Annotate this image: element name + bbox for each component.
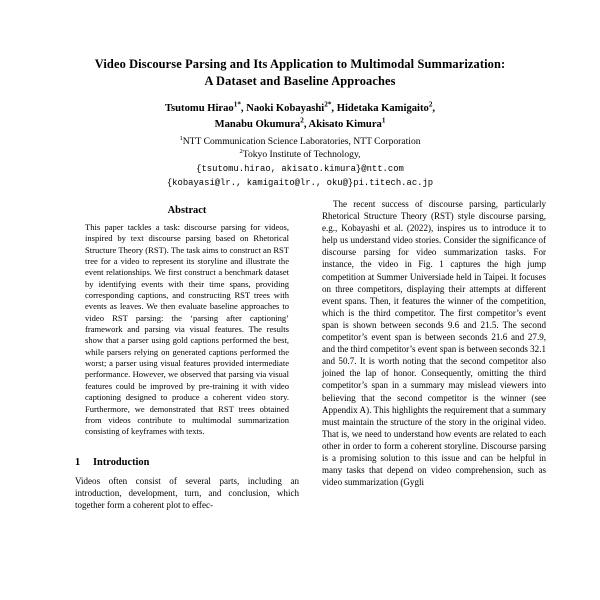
email-list xyxy=(62,163,538,190)
section-title: Introduction xyxy=(93,456,150,468)
author-list xyxy=(62,101,538,132)
abstract-body: This paper tackles a task: discourse parsing for videos, inspired by text discourse parsing based on Rhetorical Structure Theory (RST). The task aims to construct an RST tree for a video to represent its storyline and illustrate the event relationships. We first construct a benchmark dataset by identifying events with their time spans, providing corresponding captions, and constructing RST trees with events as leaves. We then evaluate baseline approaches to video RST parsing: the ‘parsing after captioning’ framework and parsing via visual features. The results show that a parser using gold captions performed the best, while parsers relying on generated captions performed the worst; a parser using visual features provided intermediate performance. However, we observed that parsing via visual features could be improved by pre-training it with video captioning designed to produce a coherent video story. Furthermore, we demonstrated that RST trees obtained from videos contribute to multimodal summarization consisting of keyframes with texts. xyxy=(85,222,289,437)
section-number: 1 xyxy=(75,456,81,468)
affiliation-mark: 1 xyxy=(179,134,183,142)
section-heading-introduction xyxy=(75,457,299,468)
author-affiliation-mark: 1* xyxy=(233,100,241,109)
author-affiliation-mark: 2 xyxy=(300,115,304,124)
affiliation-list xyxy=(62,135,538,161)
left-column xyxy=(75,198,299,600)
page-title xyxy=(62,56,538,90)
author-line-2: Manabu Okumura$^2$, Akisato Kimura$^1$ xyxy=(214,115,386,130)
right-column-paragraph: The recent success of discourse parsing, particularly Rhetorical Structure Theory (RST) style discourse parsing, e.g., Kobayashi et al. (2022), inspires us to introduce it to help us understand video stories. Consider the significance of discourse parsing for video summarization tasks. For instance, the video in Fig. 1 captures the high jump competition at Summer Universiade held in Taipei. It focuses on three competitors, displaying their attempts at different event spans. Then, it features the winner of the competition, which is the third competitor. The first competitor’s event span is shown between seconds 9.6 and 21.5. The second competitor’s event span is between seconds 21.6 and 27.9, and the third competitor’s event span is between seconds 32.1 and 50.7. It is worth noting that the second competitor also joined the lap of honor. Consequently, omitting the third competitor’s span in a summary may mislead viewers into believing that the second competitor is the winner (see Appendix A). This highlights the requirement that a summary must maintain the structure of the story in the original video. That is, we need to understand how events are related to each other in order to form a coherent storyline. Discourse parsing is a promising solution to this issue and can be helpful in many tasks that depend on video comprehension, such as video summarization (Gygli xyxy=(322,199,546,488)
author-affiliation-mark: 2 xyxy=(428,100,433,109)
affiliation-mark: 2 xyxy=(239,148,243,156)
email-line-1: {tsutomu.hirao, akisato.kimura}@ntt.com xyxy=(196,164,404,175)
author-affiliation-mark: 2* xyxy=(324,100,332,109)
introduction-paragraph: Videos often consist of several parts, including an introduction, development, turn, and conclusion, which together form a coherent plot to effec- xyxy=(75,475,299,510)
affiliation-line-1: $^1$NTT Communication Science Laboratories, NTT Corporation xyxy=(179,134,421,147)
title-line-1: Video Discourse Parsing and Its Application to Multimodal Summarization: xyxy=(94,57,506,71)
body-columns xyxy=(0,198,600,600)
affiliation-line-2: $^2$Tokyo Institute of Technology, xyxy=(239,148,361,161)
email-line-2: {kobayasi@lr., kamigaito@lr., oku@}pi.titech.ac.jp xyxy=(166,178,434,188)
abstract-heading: Abstract xyxy=(167,205,207,216)
title-line-2: A Dataset and Baseline Approaches xyxy=(204,74,396,88)
author-line-1: Tsutomu Hirao$^{1*}$, Naoki Kobayashi$^{2*}$, Hidetaka Kamigaito$^2$, xyxy=(164,100,436,114)
right-column xyxy=(322,198,546,600)
title-block xyxy=(0,0,600,191)
author-affiliation-mark: 1 xyxy=(381,115,386,124)
